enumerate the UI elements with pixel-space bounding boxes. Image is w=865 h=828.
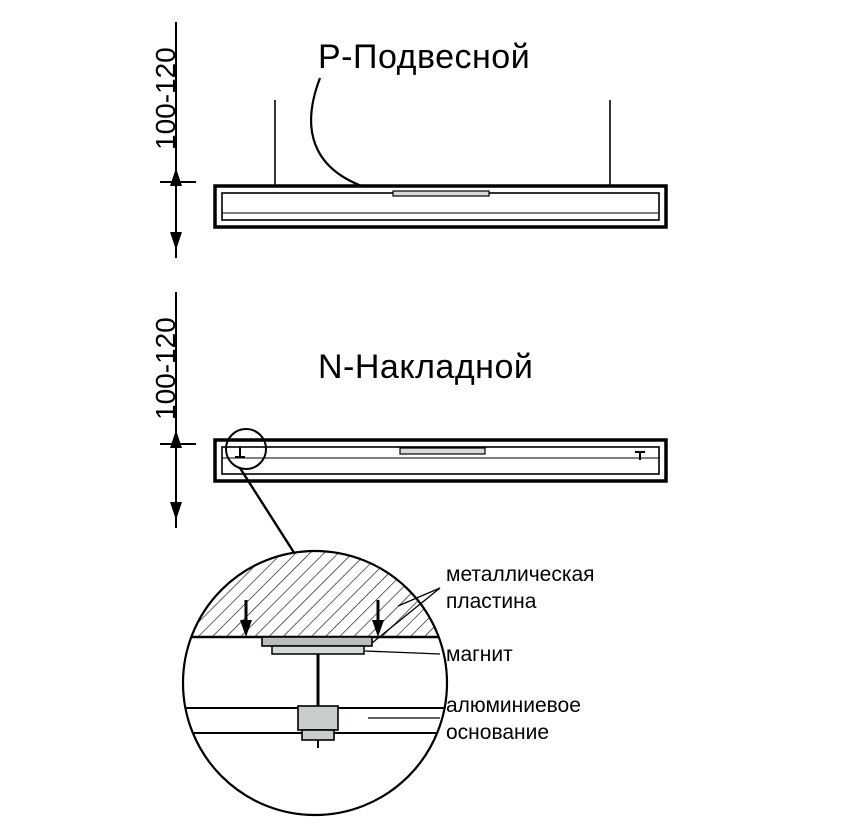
surface-luminaire-body (215, 440, 666, 481)
ceiling-hatching (183, 551, 447, 637)
callout-magnet: магнит (446, 643, 513, 666)
callout-metal-plate-line1: металлическая (446, 563, 595, 586)
magnet-body (272, 646, 364, 654)
dimension-label-top: 100-120 (150, 47, 181, 150)
suspension-wires (275, 100, 610, 192)
metal-plate (262, 637, 372, 646)
callout-aluminium-line1: алюминиевое (446, 694, 581, 717)
pendant-luminaire-body (215, 186, 666, 227)
callout-aluminium-line2: основание (446, 721, 550, 744)
leader-line-top (311, 78, 390, 194)
dimension-label-bottom: 100-120 (150, 317, 181, 420)
detail-view (183, 551, 447, 815)
title-surface: N-Накладной (318, 348, 534, 386)
callout-metal-plate-line2: пластина (446, 590, 537, 613)
title-pendant: P-Подвесной (318, 38, 531, 76)
